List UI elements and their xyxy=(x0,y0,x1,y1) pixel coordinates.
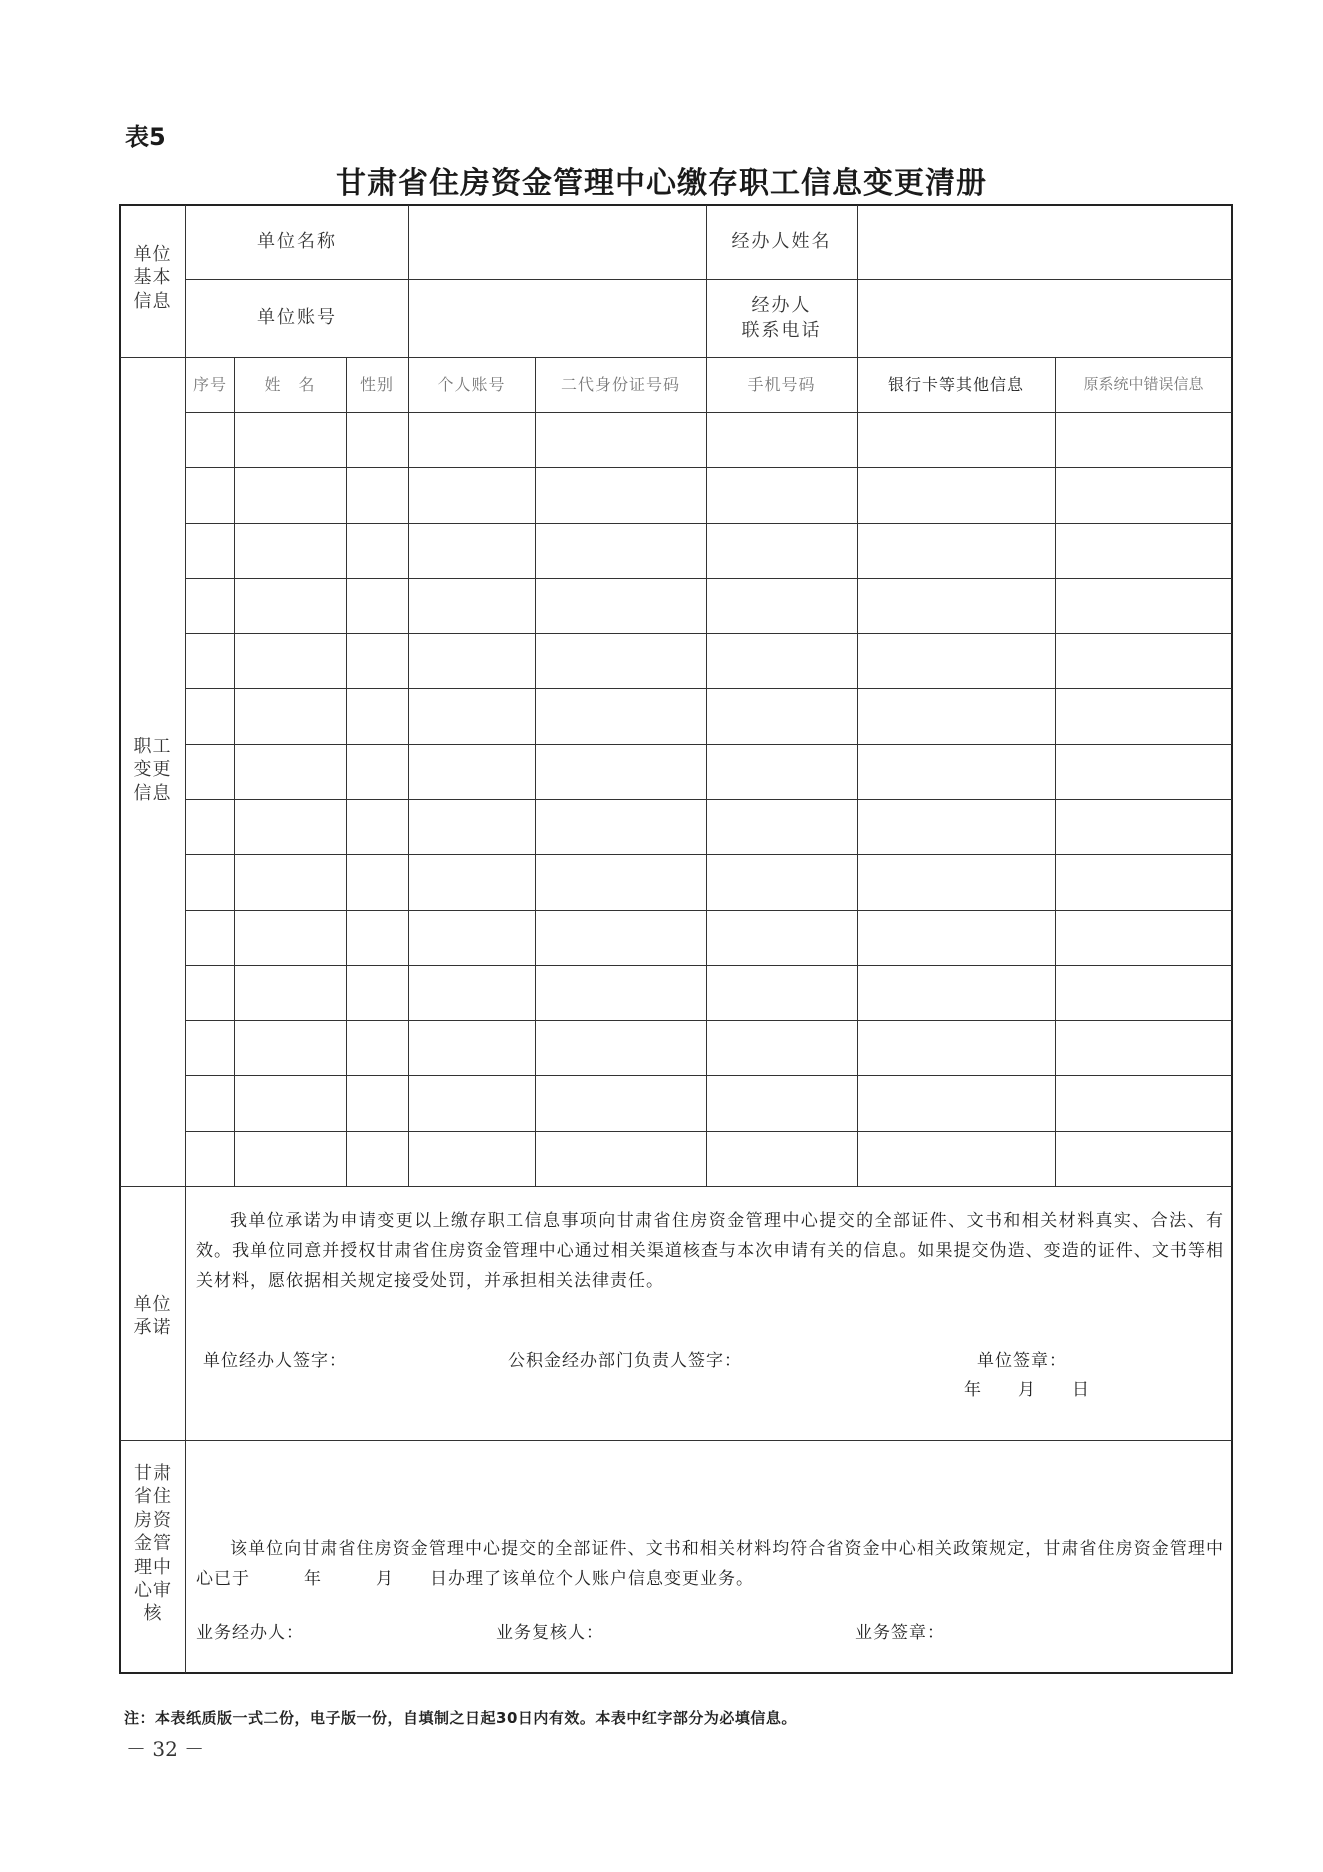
column-header-bank-card: 银行卡等其他信息 xyxy=(887,374,1024,394)
table-cell[interactable] xyxy=(346,799,408,854)
table-cell[interactable] xyxy=(346,1075,408,1130)
table-cell[interactable] xyxy=(234,633,346,688)
table-cell[interactable] xyxy=(408,1131,535,1186)
table-cell[interactable] xyxy=(408,578,535,633)
table-cell[interactable] xyxy=(706,633,857,688)
page-number: － 32 － xyxy=(126,1737,205,1761)
table-cell[interactable] xyxy=(535,965,706,1020)
column-header-name: 姓 名 xyxy=(264,374,316,394)
table-cell[interactable] xyxy=(408,412,535,467)
table-cell[interactable] xyxy=(857,523,1055,578)
table-cell[interactable] xyxy=(706,799,857,854)
table-cell[interactable] xyxy=(346,523,408,578)
table-cell[interactable] xyxy=(1055,412,1232,467)
table-cell[interactable] xyxy=(1055,799,1232,854)
table-cell[interactable] xyxy=(535,854,706,909)
dept-head-signature-label: 公积金经办部门负责人签字： xyxy=(508,1351,742,1371)
table-cell[interactable] xyxy=(1055,523,1232,578)
table-cell[interactable] xyxy=(346,910,408,965)
table-cell[interactable] xyxy=(706,1075,857,1130)
employee-changes-section-label: 职工 变更 信息 xyxy=(133,736,172,804)
column-header-id-number: 二代身份证号码 xyxy=(560,374,680,394)
unit-info-section-label: 单位 基本 信息 xyxy=(133,244,172,312)
table-cell[interactable] xyxy=(408,1075,535,1130)
table-cell[interactable] xyxy=(1055,910,1232,965)
table-cell[interactable] xyxy=(186,523,234,578)
table-cell[interactable] xyxy=(346,688,408,743)
table-cell[interactable] xyxy=(408,799,535,854)
table-cell[interactable] xyxy=(234,467,346,522)
table-cell[interactable] xyxy=(706,578,857,633)
table-cell[interactable] xyxy=(706,412,857,467)
unit-seal-label: 单位签章： xyxy=(977,1351,1067,1371)
table-cell[interactable] xyxy=(186,1075,234,1130)
table-cell[interactable] xyxy=(535,1131,706,1186)
table-cell[interactable] xyxy=(346,744,408,799)
column-header-seq: 序号 xyxy=(192,374,227,394)
table-cell[interactable] xyxy=(535,467,706,522)
commitment-section-label: 单位 承诺 xyxy=(133,1294,172,1339)
table-cell[interactable] xyxy=(186,799,234,854)
table-cell[interactable] xyxy=(706,965,857,1020)
table-cell[interactable] xyxy=(186,688,234,743)
table-cell[interactable] xyxy=(535,523,706,578)
table-cell[interactable] xyxy=(408,965,535,1020)
review-section-label: 甘肃 省住 房资 金管 理中 心审 核 xyxy=(134,1463,172,1625)
table-cell[interactable] xyxy=(857,799,1055,854)
table-cell[interactable] xyxy=(346,578,408,633)
table-cell[interactable] xyxy=(857,578,1055,633)
table-cell[interactable] xyxy=(186,910,234,965)
table-cell[interactable] xyxy=(706,688,857,743)
table-cell[interactable] xyxy=(706,744,857,799)
table-cell[interactable] xyxy=(535,1020,706,1075)
table-cell[interactable] xyxy=(1055,854,1232,909)
table-cell[interactable] xyxy=(234,1075,346,1130)
table-cell[interactable] xyxy=(535,910,706,965)
unit-account-label: 单位账号 xyxy=(257,307,337,329)
table-cell[interactable] xyxy=(234,412,346,467)
table-cell[interactable] xyxy=(1055,688,1232,743)
table-cell[interactable] xyxy=(706,467,857,522)
table-cell[interactable] xyxy=(234,578,346,633)
column-header-original-error: 原系统中错误信息 xyxy=(1083,375,1204,394)
table-cell[interactable] xyxy=(857,633,1055,688)
handler-phone-label: 经办人 联系电话 xyxy=(741,295,822,341)
table-cell[interactable] xyxy=(234,965,346,1020)
table-cell[interactable] xyxy=(706,854,857,909)
table-cell[interactable] xyxy=(346,854,408,909)
table-cell[interactable] xyxy=(706,1131,857,1186)
footer-note: 注：本表纸质版一式二份，电子版一份，自填制之日起30日内有效。本表中红字部分为必填信息。 xyxy=(124,1709,797,1727)
table-cell[interactable] xyxy=(857,412,1055,467)
table-cell[interactable] xyxy=(535,744,706,799)
table-cell[interactable] xyxy=(408,744,535,799)
table-cell[interactable] xyxy=(1055,744,1232,799)
table-cell[interactable] xyxy=(1055,1131,1232,1186)
reviewer-label: 业务复核人： xyxy=(496,1623,604,1643)
table-cell[interactable] xyxy=(857,467,1055,522)
table-cell[interactable] xyxy=(1055,1075,1232,1130)
handler-name-field[interactable] xyxy=(857,205,1232,279)
business-seal-label: 业务签章： xyxy=(855,1623,945,1643)
table-cell[interactable] xyxy=(408,633,535,688)
table-cell[interactable] xyxy=(186,633,234,688)
table-cell[interactable] xyxy=(535,799,706,854)
table-cell[interactable] xyxy=(857,965,1055,1020)
table-cell[interactable] xyxy=(857,854,1055,909)
table-cell[interactable] xyxy=(706,523,857,578)
table-cell[interactable] xyxy=(186,1020,234,1075)
table-cell[interactable] xyxy=(346,1020,408,1075)
table-cell[interactable] xyxy=(857,1075,1055,1130)
review-text: 该单位向甘肃省住房资金管理中心提交的全部证件、文书和相关材料均符合省资金中心相关政策规定，甘肃省住房资金管理中心已于 年 月 日办理了该单位个人账户信息变更业务。 xyxy=(196,1539,1224,1589)
table-cell[interactable] xyxy=(186,412,234,467)
table-cell[interactable] xyxy=(234,910,346,965)
table-cell[interactable] xyxy=(346,467,408,522)
table-cell[interactable] xyxy=(857,910,1055,965)
unit-name-label: 单位名称 xyxy=(257,230,337,252)
table-cell[interactable] xyxy=(234,744,346,799)
form-label: 表5 xyxy=(125,123,166,151)
column-header-phone: 手机号码 xyxy=(747,374,816,394)
table-cell[interactable] xyxy=(535,633,706,688)
table-cell[interactable] xyxy=(346,965,408,1020)
commitment-text: 我单位承诺为申请变更以上缴存职工信息事项向甘肃省住房资金管理中心提交的全部证件、文书和相关材料真实、合法、有效。我单位同意并授权甘肃省住房资金管理中心通过相关渠道核查与本次申请有关的信息。如果提交伪造、变造的证件、文书等相关材料，愿依据相关规定接受处罚，并承担相关法律责任。 xyxy=(196,1211,1224,1291)
table-cell[interactable] xyxy=(1055,1020,1232,1075)
unit-handler-signature-label: 单位经办人签字： xyxy=(203,1351,347,1371)
table-cell[interactable] xyxy=(535,578,706,633)
table-cell[interactable] xyxy=(234,1020,346,1075)
table-cell[interactable] xyxy=(706,910,857,965)
table-cell[interactable] xyxy=(408,523,535,578)
table-cell[interactable] xyxy=(234,688,346,743)
column-header-gender: 性别 xyxy=(359,374,394,394)
unit-account-field[interactable] xyxy=(408,280,706,357)
table-cell[interactable] xyxy=(535,412,706,467)
table-cell[interactable] xyxy=(706,1020,857,1075)
table-cell[interactable] xyxy=(234,854,346,909)
page-title: 甘肃省住房资金管理中心缴存职工信息变更清册 xyxy=(336,166,987,201)
table-cell[interactable] xyxy=(535,1075,706,1130)
table-cell[interactable] xyxy=(1055,578,1232,633)
table-cell[interactable] xyxy=(1055,965,1232,1020)
handler-phone-field[interactable] xyxy=(857,280,1232,357)
operator-label: 业务经办人： xyxy=(196,1623,304,1643)
table-cell[interactable] xyxy=(346,1131,408,1186)
commitment-date: 年 月 日 xyxy=(964,1380,1090,1400)
table-cell[interactable] xyxy=(1055,467,1232,522)
table-cell[interactable] xyxy=(186,965,234,1020)
table-cell[interactable] xyxy=(857,1020,1055,1075)
handler-name-label: 经办人姓名 xyxy=(731,230,832,252)
table-cell[interactable] xyxy=(234,523,346,578)
table-cell[interactable] xyxy=(408,688,535,743)
divider-commitment-section xyxy=(120,1440,1232,1441)
divider-employee-section xyxy=(120,1186,1232,1187)
table-cell[interactable] xyxy=(857,1131,1055,1186)
table-cell[interactable] xyxy=(186,1131,234,1186)
table-cell[interactable] xyxy=(408,1020,535,1075)
table-cell[interactable] xyxy=(346,633,408,688)
column-header-personal-account: 个人账号 xyxy=(437,374,506,394)
table-cell[interactable] xyxy=(186,854,234,909)
table-cell[interactable] xyxy=(186,467,234,522)
table-cell[interactable] xyxy=(408,854,535,909)
table-cell[interactable] xyxy=(535,688,706,743)
table-cell[interactable] xyxy=(1055,633,1232,688)
table-cell[interactable] xyxy=(186,578,234,633)
table-cell[interactable] xyxy=(234,799,346,854)
unit-name-field[interactable] xyxy=(408,205,706,279)
table-cell[interactable] xyxy=(234,1131,346,1186)
table-cell[interactable] xyxy=(346,412,408,467)
table-cell[interactable] xyxy=(857,744,1055,799)
table-cell[interactable] xyxy=(408,910,535,965)
table-cell[interactable] xyxy=(857,688,1055,743)
table-cell[interactable] xyxy=(408,467,535,522)
table-cell[interactable] xyxy=(186,744,234,799)
